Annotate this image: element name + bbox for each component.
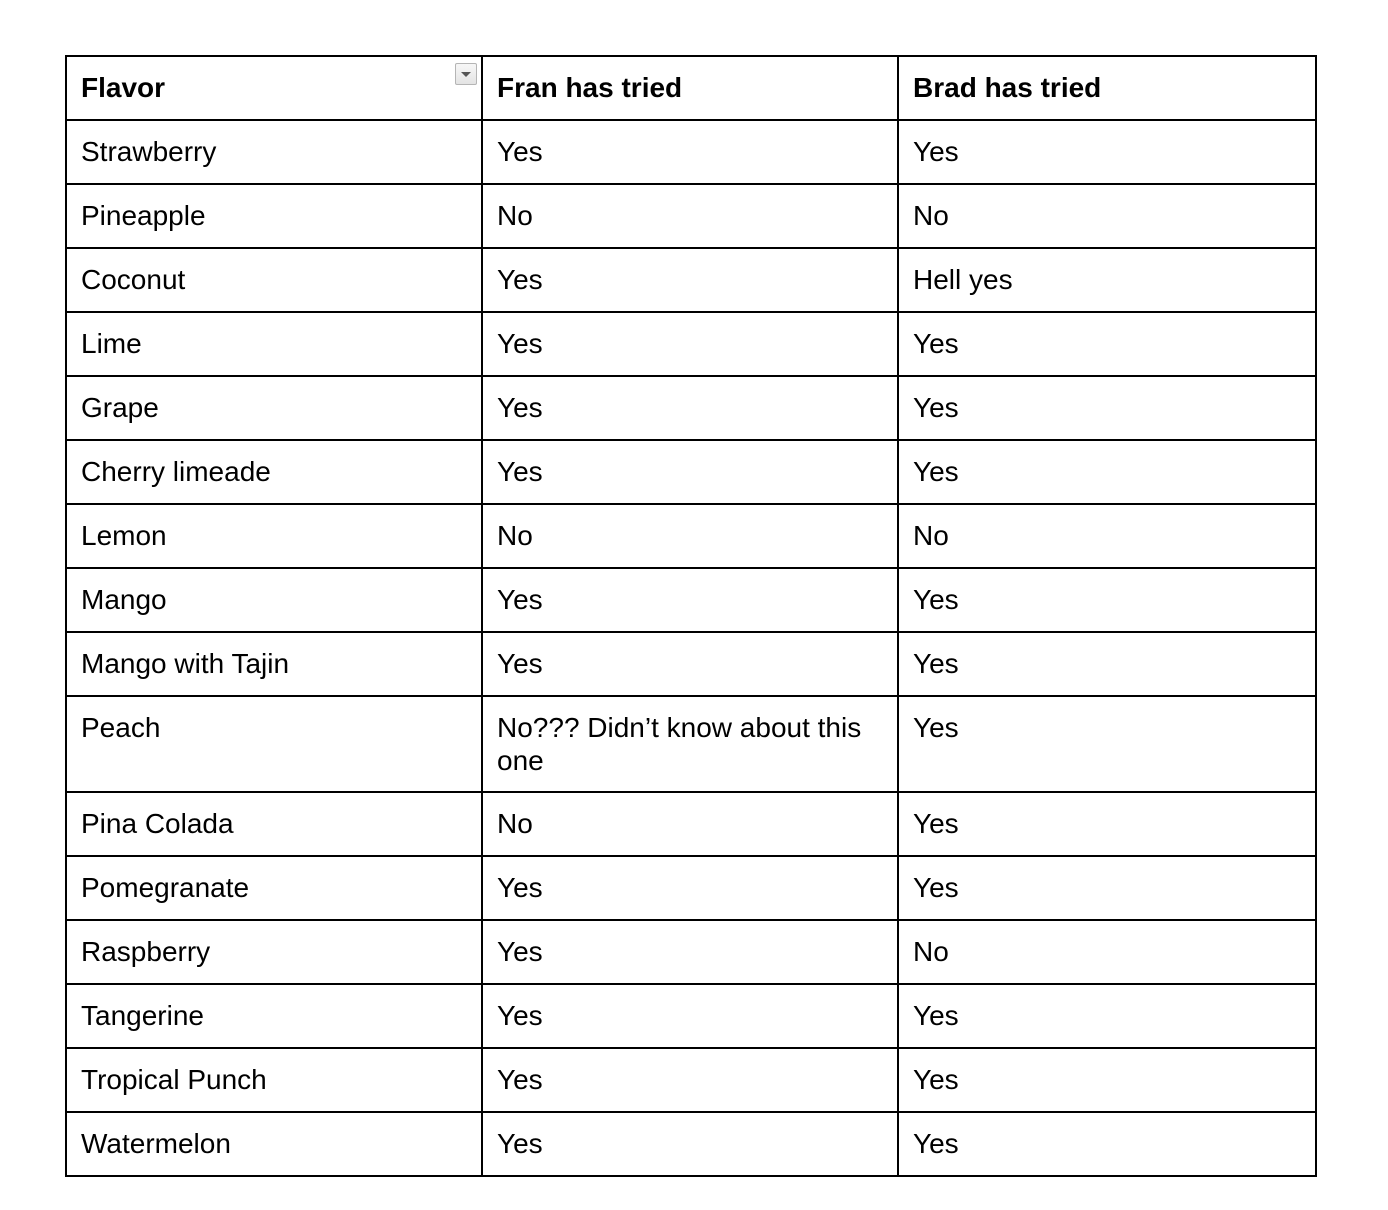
fran-cell: Yes bbox=[482, 632, 898, 696]
brad-cell: No bbox=[898, 184, 1316, 248]
fran-cell: Yes bbox=[482, 984, 898, 1048]
flavor-cell: Mango bbox=[66, 568, 482, 632]
flavor-cell: Strawberry bbox=[66, 120, 482, 184]
brad-cell: Yes bbox=[898, 568, 1316, 632]
table-row bbox=[66, 248, 1316, 312]
fran-cell: Yes bbox=[482, 440, 898, 504]
header-brad bbox=[898, 56, 1316, 120]
table-row bbox=[66, 184, 1316, 248]
table-body bbox=[66, 120, 1316, 1176]
table-row bbox=[66, 856, 1316, 920]
fran-cell: Yes bbox=[482, 312, 898, 376]
flavor-table bbox=[65, 55, 1317, 1177]
flavor-cell: Pina Colada bbox=[66, 792, 482, 856]
table-row bbox=[66, 440, 1316, 504]
brad-cell: Yes bbox=[898, 632, 1316, 696]
brad-cell: Yes bbox=[898, 984, 1316, 1048]
brad-cell: Yes bbox=[898, 120, 1316, 184]
brad-cell: Yes bbox=[898, 856, 1316, 920]
brad-cell: Yes bbox=[898, 1112, 1316, 1176]
fran-cell: Yes bbox=[482, 376, 898, 440]
header-flavor bbox=[66, 56, 482, 120]
table-row bbox=[66, 504, 1316, 568]
fran-cell: Yes bbox=[482, 1112, 898, 1176]
flavor-cell: Lemon bbox=[66, 504, 482, 568]
flavor-cell: Peach bbox=[66, 696, 482, 792]
table-row bbox=[66, 920, 1316, 984]
fran-cell: Yes bbox=[482, 568, 898, 632]
flavor-cell: Coconut bbox=[66, 248, 482, 312]
header-fran bbox=[482, 56, 898, 120]
fran-cell: No bbox=[482, 504, 898, 568]
table-row bbox=[66, 1048, 1316, 1112]
fran-cell: Yes bbox=[482, 856, 898, 920]
fran-cell: Yes bbox=[482, 1048, 898, 1112]
header-fran-label: Fran has tried bbox=[497, 72, 683, 103]
header-brad-label: Brad has tried bbox=[913, 72, 1102, 103]
table-row bbox=[66, 568, 1316, 632]
flavor-cell: Pineapple bbox=[66, 184, 482, 248]
brad-cell: Yes bbox=[898, 792, 1316, 856]
table-row bbox=[66, 376, 1316, 440]
fran-cell: Yes bbox=[482, 920, 898, 984]
brad-cell: Hell yes bbox=[898, 248, 1316, 312]
fran-cell: No bbox=[482, 184, 898, 248]
brad-cell: Yes bbox=[898, 1048, 1316, 1112]
brad-cell: Yes bbox=[898, 696, 1316, 792]
fran-cell: Yes bbox=[482, 120, 898, 184]
header-flavor-label: Flavor bbox=[81, 72, 166, 103]
table-row bbox=[66, 696, 1316, 792]
flavor-cell: Tangerine bbox=[66, 984, 482, 1048]
header-row bbox=[66, 56, 1316, 120]
fran-cell: No bbox=[482, 792, 898, 856]
flavor-cell: Raspberry bbox=[66, 920, 482, 984]
fran-cell: Yes bbox=[482, 248, 898, 312]
table-row bbox=[66, 312, 1316, 376]
flavor-cell: Mango with Tajin bbox=[66, 632, 482, 696]
flavor-cell: Pomegranate bbox=[66, 856, 482, 920]
flavor-cell: Lime bbox=[66, 312, 482, 376]
table-row bbox=[66, 632, 1316, 696]
table-row bbox=[66, 984, 1316, 1048]
brad-cell: No bbox=[898, 920, 1316, 984]
brad-cell: Yes bbox=[898, 376, 1316, 440]
brad-cell: Yes bbox=[898, 440, 1316, 504]
table-row bbox=[66, 120, 1316, 184]
flavor-cell: Watermelon bbox=[66, 1112, 482, 1176]
brad-cell: Yes bbox=[898, 312, 1316, 376]
fran-cell: No??? Didn’t know about this one bbox=[482, 696, 898, 792]
flavor-cell: Tropical Punch bbox=[66, 1048, 482, 1112]
table-row bbox=[66, 792, 1316, 856]
flavor-cell: Grape bbox=[66, 376, 482, 440]
chevron-down-icon[interactable] bbox=[455, 63, 477, 85]
brad-cell: No bbox=[898, 504, 1316, 568]
table-row bbox=[66, 1112, 1316, 1176]
flavor-cell: Cherry limeade bbox=[66, 440, 482, 504]
